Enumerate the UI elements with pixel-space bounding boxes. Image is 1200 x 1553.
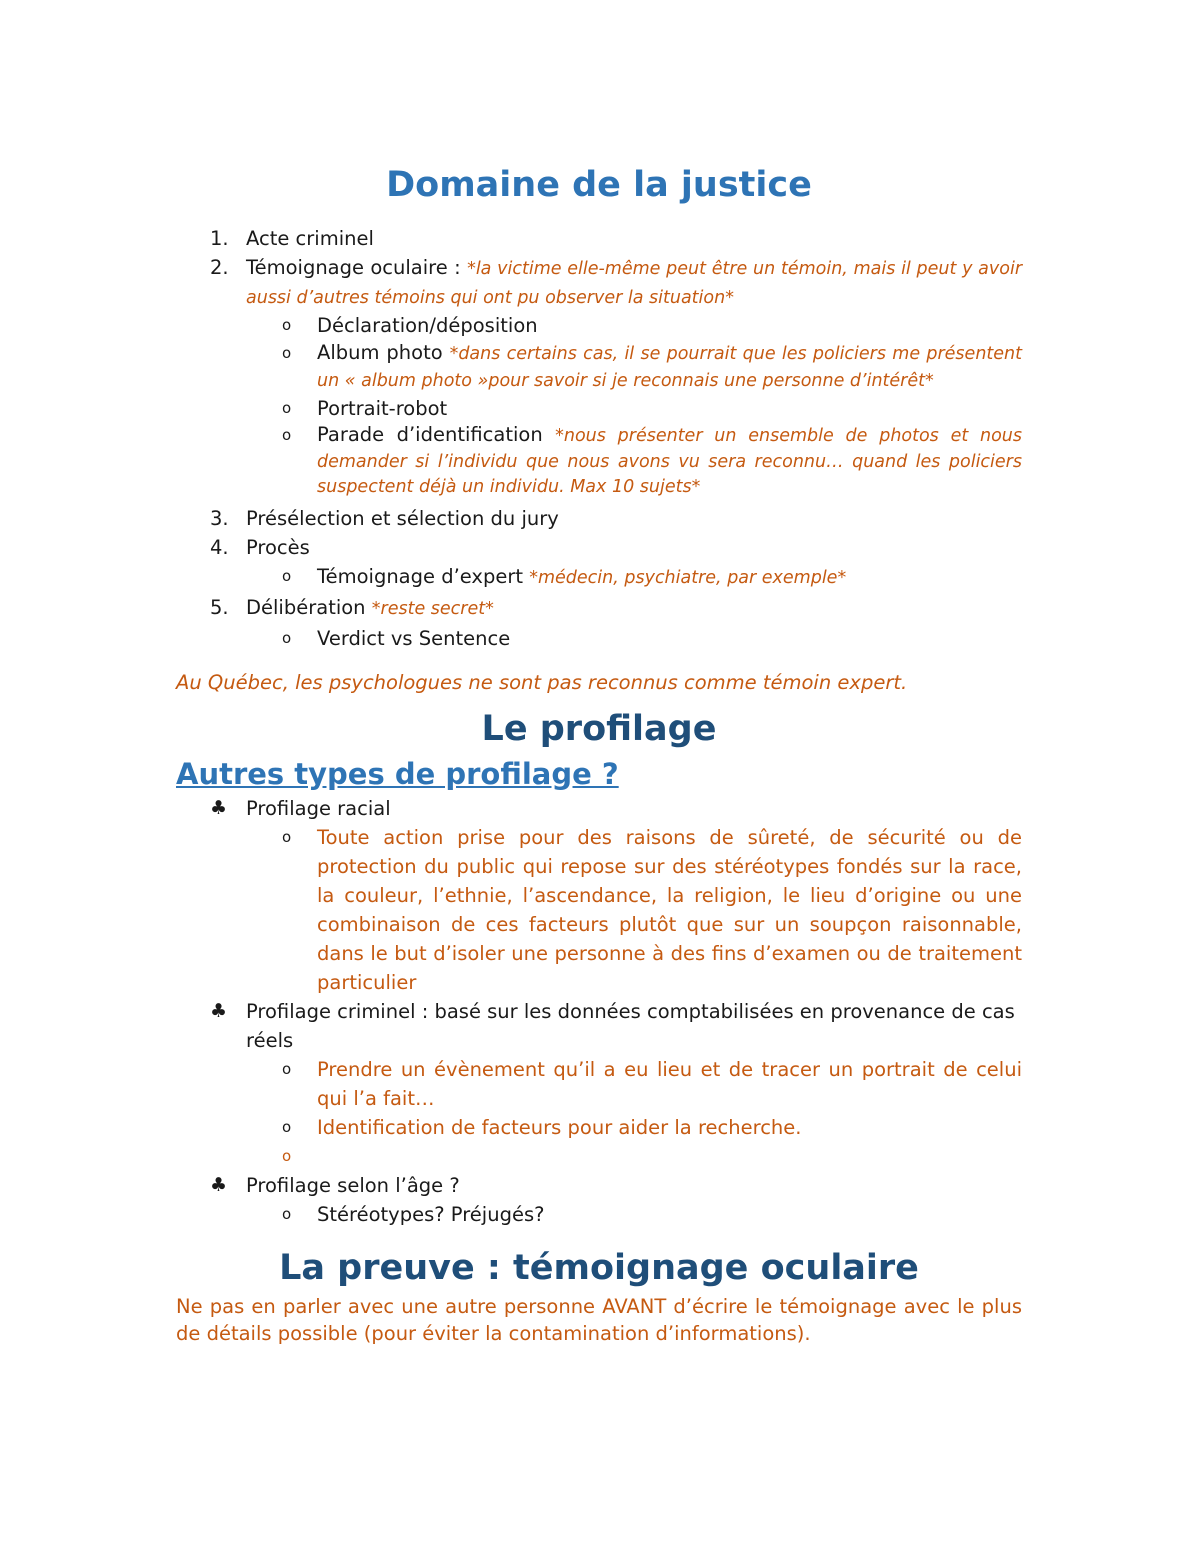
sub-list-item-text: Stéréotypes? Préjugés?: [317, 1202, 545, 1226]
list-number: 1.: [210, 227, 229, 250]
sub-list-item: [176, 1113, 1022, 1142]
list-item: [176, 504, 1022, 533]
document-body: [176, 160, 1022, 1347]
sub-list-item: [176, 423, 1022, 500]
list-item-text: Délibération: [246, 595, 372, 619]
sub-list-item-text: Album photo: [317, 341, 450, 364]
sub-list-item: [176, 624, 1022, 653]
list-item-text: Témoignage oculaire :: [246, 256, 468, 279]
list-item: [176, 1171, 1022, 1200]
sub-list-item: [176, 823, 1022, 997]
section-subtitle: Autres types de profilage ?: [176, 756, 619, 791]
section-title-justice: Domaine de la justice: [386, 165, 812, 205]
list-item-text: Acte criminel: [246, 227, 374, 250]
closing-note: Au Québec, les psychologues ne sont pas reconnus comme témoin expert.: [176, 670, 908, 694]
section-title-preuve: La preuve : témoignage oculaire: [279, 1247, 919, 1288]
sub-list-item-text: Portrait-robot: [317, 397, 448, 420]
list-item: [176, 593, 1022, 624]
club-icon: ♣: [210, 796, 228, 819]
list-item: [176, 997, 1022, 1055]
list-number: 2.: [210, 256, 229, 279]
sub-list-item: [176, 340, 1022, 394]
sub-list-item-text: Verdict vs Sentence: [317, 626, 511, 650]
sub-list-item: [176, 394, 1022, 423]
bullet-icon: o: [282, 399, 292, 417]
sub-list-item: [176, 1200, 1022, 1229]
bullet-icon: o: [282, 426, 292, 444]
preuve-paragraph: Ne pas en parler avec une autre personne AVANT d’écrire le témoignage avec le plus de détails possible (pour éviter la contamination d’informations).: [176, 1294, 1022, 1345]
sub-list-item-text: Toute action prise pour des raisons de sûreté, de sécurité ou de protection du public qui repose sur des stéréotypes fondés sur la race, la couleur, l’ethnie, l’ascendance, la religion, le lieu d’origine ou une combinaison de ces facteurs plutôt que sur un soupçon raisonnable, dans le but d’isoler une personne à des fins d’examen ou de traitement particulier: [317, 825, 1022, 994]
club-icon: ♣: [210, 999, 228, 1022]
list-item-text: Profilage criminel : basé sur les données comptabilisées en provenance de cas réels: [246, 999, 1015, 1052]
list-item-text: Procès: [246, 535, 310, 559]
list-item-text: Profilage selon l’âge ?: [246, 1173, 460, 1197]
club-icon: ♣: [210, 1173, 228, 1196]
sub-list-item-text: Témoignage d’expert: [317, 564, 530, 588]
sub-list-item-text: Prendre un évènement qu’il a eu lieu et de tracer un portrait de celui qui l’a fait…: [317, 1057, 1022, 1110]
list-item: [176, 253, 1022, 311]
sub-list-item-note: *médecin, psychiatre, par exemple*: [529, 567, 847, 588]
sub-list-item-text: Déclaration/déposition: [317, 314, 538, 337]
bullet-icon: o: [282, 1146, 292, 1165]
list-item-note: *reste secret*: [371, 598, 494, 619]
list-item: [176, 794, 1022, 823]
bullet-icon: o: [282, 827, 292, 846]
bullet-icon: o: [282, 1204, 292, 1223]
sub-list-item: [176, 1142, 1022, 1171]
sub-list-item-text: Parade d’identification: [317, 423, 556, 446]
sub-list-item-note: *dans certains cas, il se pourrait que les policiers me présentent un « album photo »pour savoir si je reconnais une personne d’intérêt*: [317, 344, 1022, 391]
section-title-profilage: Le profilage: [481, 708, 717, 749]
bullet-icon: o: [282, 628, 292, 647]
list-item: [176, 533, 1022, 562]
bullet-icon: o: [282, 344, 292, 362]
bullet-icon: o: [282, 1059, 292, 1078]
list-number: 3.: [210, 506, 229, 530]
bullet-icon: o: [282, 566, 292, 585]
sub-list-item-note: *nous présenter un ensemble de photos et nous demander si l’individu que nous avons vu sera reconnu… quand les policiers suspectent déjà un individu. Max 10 sujets*: [317, 426, 1022, 497]
list-item-text: Présélection et sélection du jury: [246, 506, 559, 530]
list-item-text: Profilage racial: [246, 796, 391, 820]
bullet-icon: o: [282, 1117, 292, 1136]
sub-list-item: [176, 1055, 1022, 1113]
list-item-note: *la victime elle-même peut être un témoin, mais il peut y avoir aussi d’autres témoins qui ont pu observer la situation*: [246, 259, 1023, 308]
list-number: 4.: [210, 535, 229, 559]
list-number: 5.: [210, 595, 229, 619]
sub-list-item: [176, 562, 1022, 593]
bullet-icon: o: [282, 316, 292, 334]
sub-list-item-text: Identification de facteurs pour aider la recherche.: [317, 1115, 802, 1139]
list-item: [176, 224, 1022, 253]
sub-list-item: [176, 311, 1022, 340]
